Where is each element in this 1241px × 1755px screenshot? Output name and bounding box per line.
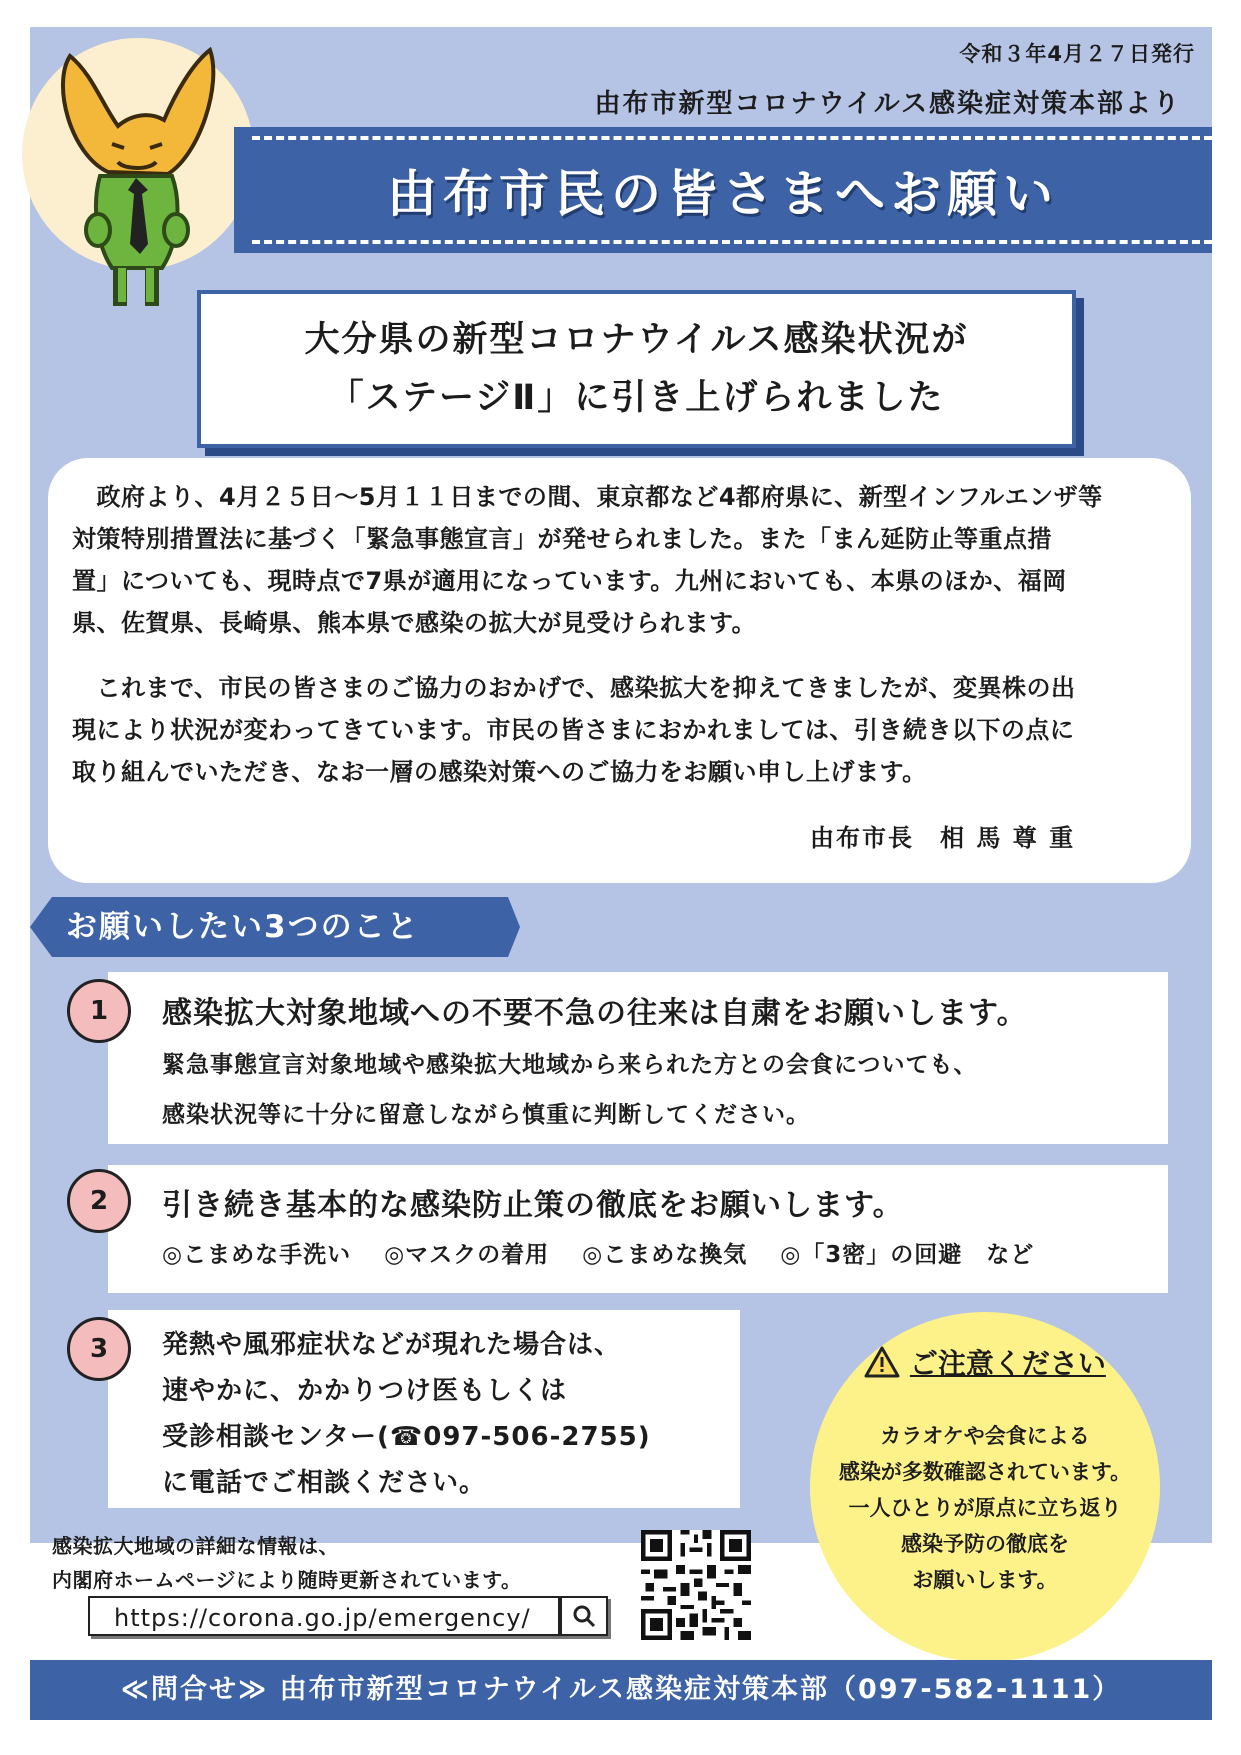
search-icon [562,1598,606,1634]
message-line: 置」についても、現時点で7県が適用になっています。九州においても、本県のほか、福岡 [72,567,1067,595]
notice-line: 一人ひとりが原点に立ち返り [848,1496,1122,1520]
mayor-signature: 由布市長 相 馬 尊 重 [810,824,1076,852]
notice-line: 感染予防の徹底を [901,1532,1069,1556]
request-line: 発熱や風邪症状などが現れた場合は、 [162,1330,622,1360]
stage-line-1: 大分県の新型コロナウイルス感染状況が [304,320,969,360]
request-details-1 [162,1040,978,1140]
request-heading-2: 引き続き基本的な感染防止策の徹底をお願いします。 [162,1188,904,1223]
request-number: 2 [89,1186,109,1216]
contact-footer: ≪問合せ≫ 由布市新型コロナウイルス感染症対策本部（097-582-1111） [30,1660,1212,1720]
request-number-badge [67,979,131,1043]
message-paragraph-2 [72,667,1172,793]
notice-title: ご注意ください [909,1347,1106,1380]
qr-code[interactable] [641,1530,751,1640]
request-number-badge [67,1317,131,1381]
message-line: 対策特別措置法に基づく「緊急事態宣言」が発せられました。また「まん延防止等重点措 [72,525,1052,553]
message-line: 取り組んでいただき、なお一層の感染対策へのご協力をお願い申し上げます。 [72,758,927,786]
info-line-2: 内閣府ホームページにより随時更新されています。 [52,1568,522,1592]
notice-line: お願いします。 [912,1568,1058,1592]
message-paragraph-1 [72,476,1172,644]
issuing-organization: 由布市新型コロナウイルス感染症対策本部より [594,89,1181,119]
stage-notice-box [197,290,1076,448]
request-line: に電話でご相談ください。 [162,1468,487,1498]
request-number: 3 [89,1334,109,1364]
section-tab-label: お願いしたい3つのこと [66,909,420,945]
request-number-badge [67,1169,131,1233]
page-title: 由布市民の皆さまへお願い [387,165,1059,223]
request-number: 1 [89,996,109,1026]
message-line: 政府より、4月２５日～5月１１日までの間、東京都など4都府県に、新型インフルエンザ等 [72,483,1103,511]
message-line: 現により状況が変わってきています。市民の皆さまにおかれましては、引き続き以下の点に [72,716,1075,744]
request-line: 速やかに、かかりつけ医もしくは [162,1376,568,1406]
notice-heading [810,1342,1160,1382]
issue-date: 令和３年4月２７日発行 [959,42,1195,66]
url-field[interactable]: https://corona.go.jp/emergency/ [88,1596,560,1636]
stage-line-2: 「ステージⅡ」に引き上げられました [328,378,945,418]
detail-line: 緊急事態宣言対象地域や感染拡大地域から来られた方との会食についても、 [162,1052,978,1078]
request-heading-1: 感染拡大対象地域への不要不急の往来は自粛をお願いします。 [162,996,1028,1031]
message-line: これまで、市民の皆さまのご協力のおかげで、感染拡大を抑えてきましたが、変異株の出 [72,674,1076,702]
request-details-2: ◎こまめな手洗い ◎マスクの着用 ◎こまめな換気 ◎「3密」の回避 など [162,1242,1035,1268]
message-line: 県、佐賀県、長崎県、熊本県で感染の拡大が見受けられます。 [72,609,757,637]
info-line-1: 感染拡大地域の詳細な情報は、 [52,1534,339,1558]
notice-line: カラオケや会食による [880,1424,1090,1448]
request-line: 受診相談センター(☎097-506-2755) [162,1422,651,1452]
warning-icon [864,1346,900,1378]
detail-line: 感染状況等に十分に留意しながら慎重に判断してください。 [162,1102,810,1128]
request-text-3 [162,1322,651,1506]
notice-line: 感染が多数確認されています。 [838,1460,1132,1484]
search-button[interactable] [560,1596,608,1636]
